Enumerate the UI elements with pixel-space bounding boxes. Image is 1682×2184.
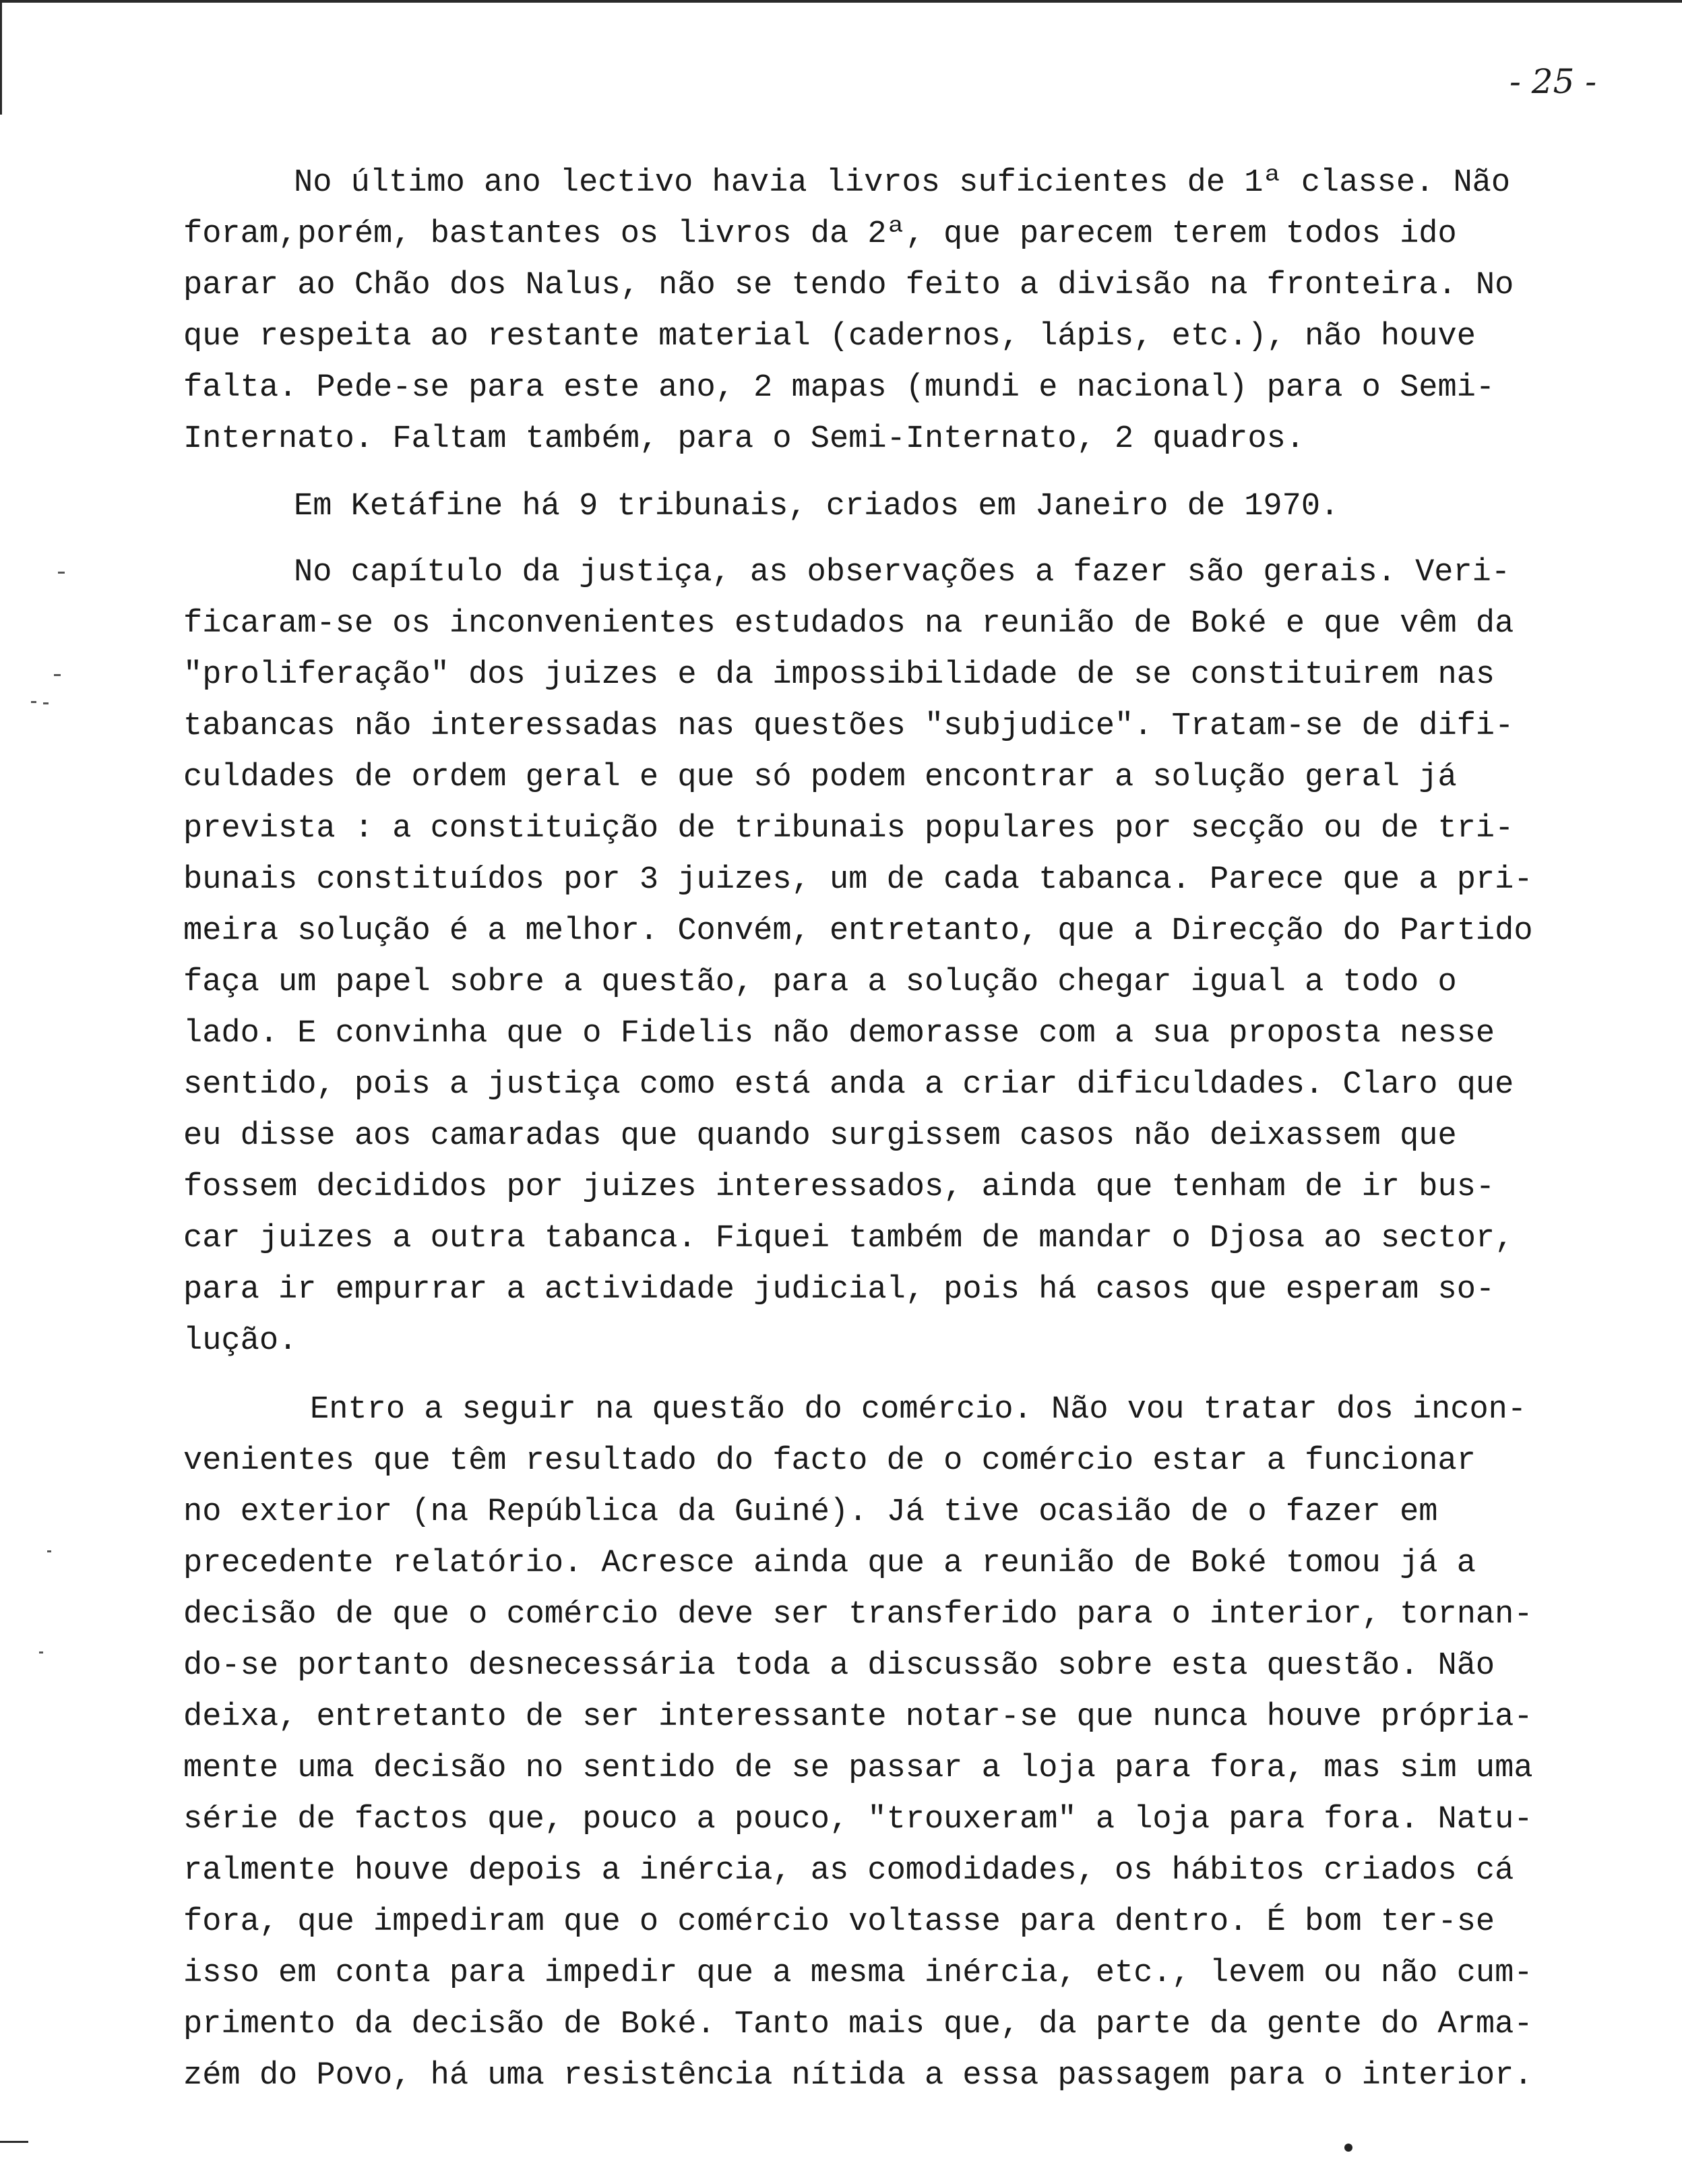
text-line: meira solução é a melhor. Convém, entretanto, que a Direcção do Partido [183, 913, 1533, 949]
page-bottom-edge-mark [0, 2141, 28, 2143]
text-line: fossem decididos por juizes interessados, ainda que tenham de ir bus- [183, 1170, 1495, 1205]
text-line: tabancas não interessadas nas questões "subjudice". Tratam-se de difi- [183, 708, 1514, 744]
text-line: lução. [183, 1323, 298, 1359]
margin-mark [47, 1550, 51, 1552]
page-number: - 25 - [1509, 62, 1597, 101]
text-line: no exterior (na República da Guiné). Já tive ocasião de o fazer em [183, 1494, 1438, 1530]
page-left-edge [0, 0, 2, 115]
text-line: que respeita ao restante material (cadernos, lápis, etc.), não houve [183, 319, 1476, 355]
text-line: ficaram-se os inconvenientes estudados na reunião de Boké e que vêm da [183, 606, 1514, 642]
text-line: venientes que têm resultado do facto de o comércio estar a funcionar [183, 1443, 1476, 1479]
text-line: precedente relatório. Acresce ainda que a reunião de Boké tomou já a [183, 1546, 1476, 1581]
text-line: Internato. Faltam também, para o Semi-Internato, 2 quadros. [183, 421, 1305, 457]
text-line: No último ano lectivo havia livros suficientes de 1ª classe. Não [294, 165, 1511, 201]
text-line: para ir empurrar a actividade judicial, pois há casos que esperam so- [183, 1272, 1495, 1308]
text-line: "proliferação" dos juizes e da impossibilidade de se constituirem nas [183, 657, 1495, 693]
text-line: lado. E convinha que o Fidelis não demorasse com a sua proposta nesse [183, 1016, 1495, 1052]
margin-mark [58, 572, 65, 574]
text-line: mente uma decisão no sentido de se passar a loja para fora, mas sim uma [183, 1751, 1533, 1786]
text-line: decisão de que o comércio deve ser transferido para o interior, tornan- [183, 1597, 1533, 1633]
margin-mark [54, 674, 61, 676]
page-top-edge [0, 0, 1682, 3]
text-line: primento da decisão de Boké. Tanto mais que, da parte da gente do Arma- [183, 2007, 1533, 2042]
ink-dot [1344, 2144, 1352, 2152]
text-line: ralmente houve depois a inércia, as comodidades, os hábitos criados cá [183, 1853, 1514, 1889]
text-line: bunais constituídos por 3 juizes, um de cada tabanca. Parece que a pri- [183, 862, 1533, 898]
text-line: falta. Pede-se para este ano, 2 mapas (mundi e nacional) para o Semi- [183, 370, 1495, 406]
text-line: faça um papel sobre a questão, para a solução chegar igual a todo o [183, 965, 1457, 1000]
margin-mark [31, 701, 36, 703]
text-line: Em Ketáfine há 9 tribunais, criados em Janeiro de 1970. [294, 489, 1340, 524]
text-line: deixa, entretanto de ser interessante notar-se que nunca houve própria- [183, 1699, 1533, 1735]
text-line: car juizes a outra tabanca. Fiquei também de mandar o Djosa ao sector, [183, 1221, 1514, 1256]
text-line: série de factos que, pouco a pouco, "trouxeram" a loja para fora. Natu- [183, 1802, 1533, 1838]
text-line: parar ao Chão dos Nalus, não se tendo feito a divisão na fronteira. No [183, 268, 1514, 303]
text-line: eu disse aos camaradas que quando surgissem casos não deixassem que [183, 1118, 1457, 1154]
text-line: foram,porém, bastantes os livros da 2ª, que parecem terem todos ido [183, 216, 1457, 252]
margin-mark [43, 702, 49, 704]
text-line: isso em conta para impedir que a mesma inércia, etc., levem ou não cum- [183, 1955, 1533, 1991]
margin-mark [39, 1651, 43, 1654]
text-line: do-se portanto desnecessária toda a discussão sobre esta questão. Não [183, 1648, 1495, 1684]
text-line: fora, que impediram que o comércio voltasse para dentro. É bom ter-se [183, 1904, 1495, 1940]
text-line: sentido, pois a justiça como está anda a criar dificuldades. Claro que [183, 1067, 1514, 1103]
text-line: Entro a seguir na questão do comércio. Não vou tratar dos incon- [310, 1392, 1527, 1428]
text-line: No capítulo da justiça, as observações a fazer são gerais. Veri- [294, 555, 1511, 590]
text-line: prevista : a constituição de tribunais populares por secção ou de tri- [183, 811, 1514, 847]
text-line: zém do Povo, há uma resistência nítida a essa passagem para o interior. [183, 2058, 1533, 2094]
text-line: culdades de ordem geral e que só podem encontrar a solução geral já [183, 760, 1457, 795]
